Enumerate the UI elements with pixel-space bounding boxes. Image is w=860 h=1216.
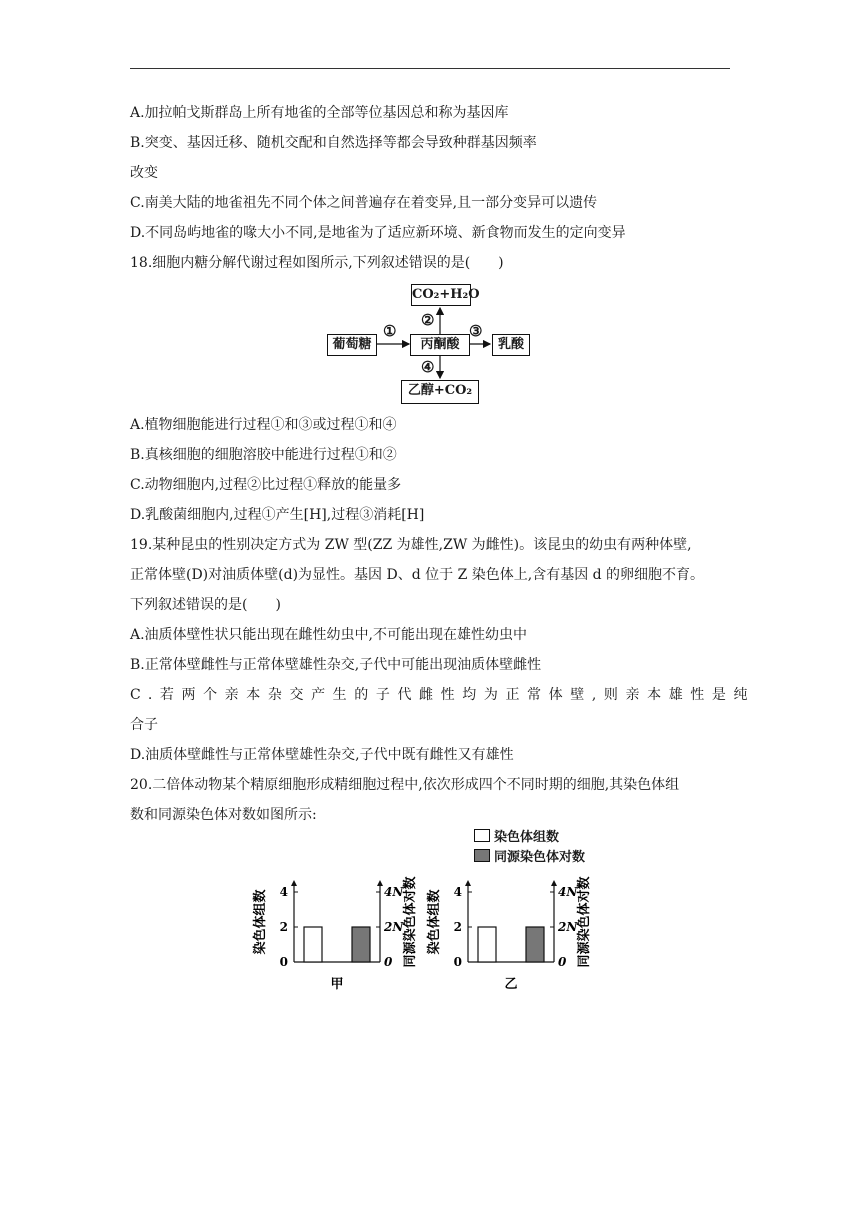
right-axis-label: 同源染色体对数 <box>577 876 592 968</box>
step4-label: ④ <box>421 358 435 376</box>
step1-label: ① <box>383 322 397 340</box>
q18-stem: 18.细胞内糖分解代谢过程如图所示,下列叙述错误的是( ) <box>130 255 504 271</box>
q18-option-d: D.乳酸菌细胞内,过程①产生[H],过程③消耗[H] <box>130 507 425 523</box>
left-tick-label: 4 <box>279 885 288 899</box>
right-axis-arrow <box>377 880 383 886</box>
right-axis-label: 同源染色体对数 <box>403 876 418 968</box>
right-tick-label: 0 <box>384 955 393 969</box>
q19-option-a: A.油质体壁性状只能出现在雌性幼虫中,不可能出现在雄性幼虫中 <box>130 627 528 643</box>
q17-option-a: A.加拉帕戈斯群岛上所有地雀的全部等位基因总和称为基因库 <box>130 105 509 121</box>
q19-stem-1: 19.某种昆虫的性别决定方式为 ZW 型(ZZ 为雄性,ZW 为雌性)。该昆虫的幼虫有两种体壁, <box>130 537 692 553</box>
bar <box>352 927 370 962</box>
q18-option-a: A.植物细胞能进行过程①和③或过程①和④ <box>130 417 397 433</box>
bar <box>526 927 544 962</box>
left-tick-label: 2 <box>279 920 288 934</box>
chart-title: 甲 <box>330 977 344 992</box>
q19-stem-3: 下列叙述错误的是( ) <box>130 597 281 613</box>
legend-label-sets: 染色体组数 <box>494 830 560 845</box>
left-tick-label: 2 <box>453 920 462 934</box>
left-tick-label: 0 <box>279 955 288 969</box>
q20-stem-2: 数和同源染色体对数如图所示: <box>130 807 317 823</box>
q18-option-b: B.真核细胞的细胞溶胶中能进行过程①和② <box>130 447 397 463</box>
q19-option-c-cont: 合子 <box>130 717 158 733</box>
metabolism-flow-diagram <box>325 280 535 408</box>
chromosome-charts <box>250 818 620 998</box>
lactate-box: 乳酸 <box>492 334 530 356</box>
pyruvate-box: 丙酮酸 <box>410 334 470 356</box>
q19-option-c: C.若两个亲本杂交产生的子代雌性均为正常体壁,则亲本雄性是纯 <box>130 687 756 703</box>
left-axis-arrow <box>291 880 297 886</box>
left-tick-label: 0 <box>453 955 462 969</box>
q17-option-b-cont: 改变 <box>130 165 158 181</box>
step3-label: ③ <box>469 322 483 340</box>
q18-option-c: C.动物细胞内,过程②比过程①释放的能量多 <box>130 477 402 493</box>
header-rule <box>130 68 730 69</box>
bar <box>304 927 322 962</box>
left-tick-label: 4 <box>453 885 462 899</box>
co2-h2o-box: CO₂+H₂O <box>411 284 471 306</box>
ethanol-co2-box: 乙醇+CO₂ <box>401 380 479 404</box>
chart-title: 乙 <box>504 977 518 992</box>
bar-charts-svg <box>250 818 620 998</box>
q17-option-b: B.突变、基因迁移、随机交配和自然选择等都会导致种群基因频率 <box>130 135 537 151</box>
left-axis-label: 染色体组数 <box>253 889 268 955</box>
q19-stem-2: 正常体壁(D)对油质体壁(d)为显性。基因 D、d 位于 Z 染色体上,含有基因 d 的卵细胞不育。 <box>130 567 705 583</box>
right-tick-label: 4N <box>558 885 578 899</box>
left-axis-arrow <box>465 880 471 886</box>
q19-option-b: B.正常体壁雌性与正常体壁雄性杂交,子代中可能出现油质体壁雌性 <box>130 657 542 673</box>
glucose-box: 葡萄糖 <box>327 334 377 356</box>
left-axis-label: 染色体组数 <box>427 889 442 955</box>
q19-option-d: D.油质体壁雌性与正常体壁雄性杂交,子代中既有雌性又有雄性 <box>130 747 514 763</box>
q20-stem-1: 20.二倍体动物某个精原细胞形成精细胞过程中,依次形成四个不同时期的细胞,其染色体组 <box>130 777 680 793</box>
q17-option-d: D.不同岛屿地雀的喙大小不同,是地雀为了适应新环境、新食物而发生的定向变异 <box>130 225 626 241</box>
right-tick-label: 4N <box>384 885 404 899</box>
right-tick-label: 2N <box>558 920 578 934</box>
legend-label-pairs: 同源染色体对数 <box>494 850 586 865</box>
q17-option-c: C.南美大陆的地雀祖先不同个体之间普遍存在着变异,且一部分变异可以遗传 <box>130 195 598 211</box>
right-tick-label: 0 <box>558 955 567 969</box>
bar <box>478 927 496 962</box>
right-axis-arrow <box>551 880 557 886</box>
step2-label: ② <box>421 311 435 329</box>
right-tick-label: 2N <box>384 920 404 934</box>
